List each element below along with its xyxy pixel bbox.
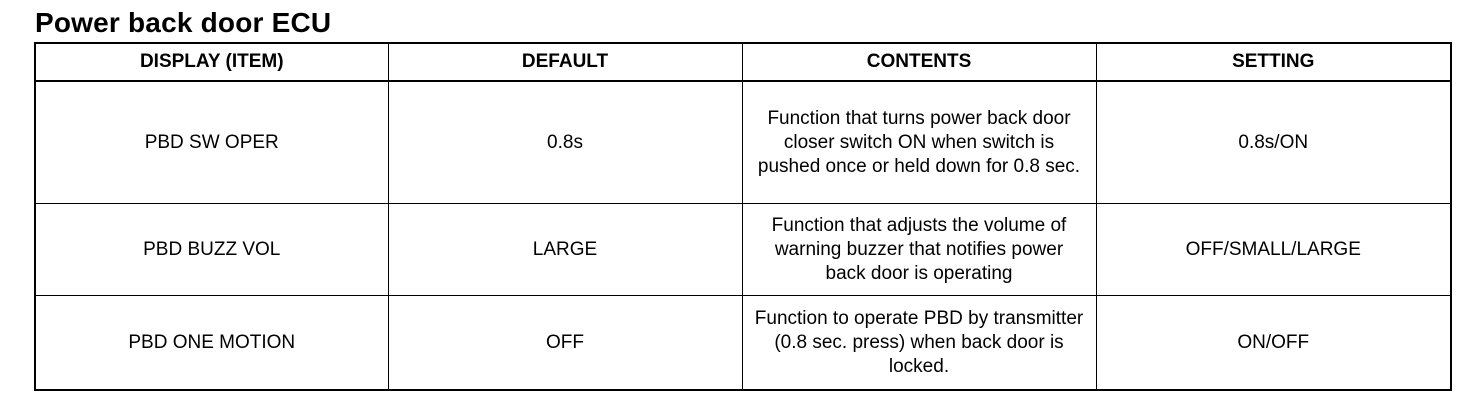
cell-contents	[742, 204, 1096, 296]
table-row	[35, 296, 1451, 391]
cell-setting: 0.8s/ON	[1096, 81, 1451, 204]
cell-setting: ON/OFF	[1096, 296, 1451, 391]
cell-contents-text: Function to operate PBD by transmitter (0.8 sec. press) when back door is locked.	[754, 307, 1084, 377]
cell-display-item: PBD SW OPER	[35, 81, 388, 204]
table-row	[35, 204, 1451, 296]
cell-contents-text: Function that turns power back door closer switch ON when switch is pushed once or held down for 0.8 sec.	[757, 107, 1081, 177]
cell-setting: OFF/SMALL/LARGE	[1096, 204, 1451, 296]
cell-default: OFF	[388, 296, 742, 391]
table-row	[35, 81, 1451, 204]
cell-contents-text: Function that adjusts the volume of warning buzzer that notifies power back door is operating	[771, 214, 1067, 284]
cell-display-item: PBD BUZZ VOL	[35, 204, 388, 296]
page-title: Power back door ECU	[35, 7, 332, 38]
cell-default: 0.8s	[388, 81, 742, 204]
cell-contents	[742, 81, 1096, 204]
cell-display-item: PBD ONE MOTION	[35, 296, 388, 391]
header-contents: CONTENTS	[742, 43, 1096, 81]
ecu-settings-table	[34, 42, 1452, 391]
header-display-item: DISPLAY (ITEM)	[35, 43, 388, 81]
cell-default: LARGE	[388, 204, 742, 296]
cell-contents	[742, 296, 1096, 391]
header-setting: SETTING	[1096, 43, 1451, 81]
header-default: DEFAULT	[388, 43, 742, 81]
table-header-row	[35, 43, 1451, 81]
